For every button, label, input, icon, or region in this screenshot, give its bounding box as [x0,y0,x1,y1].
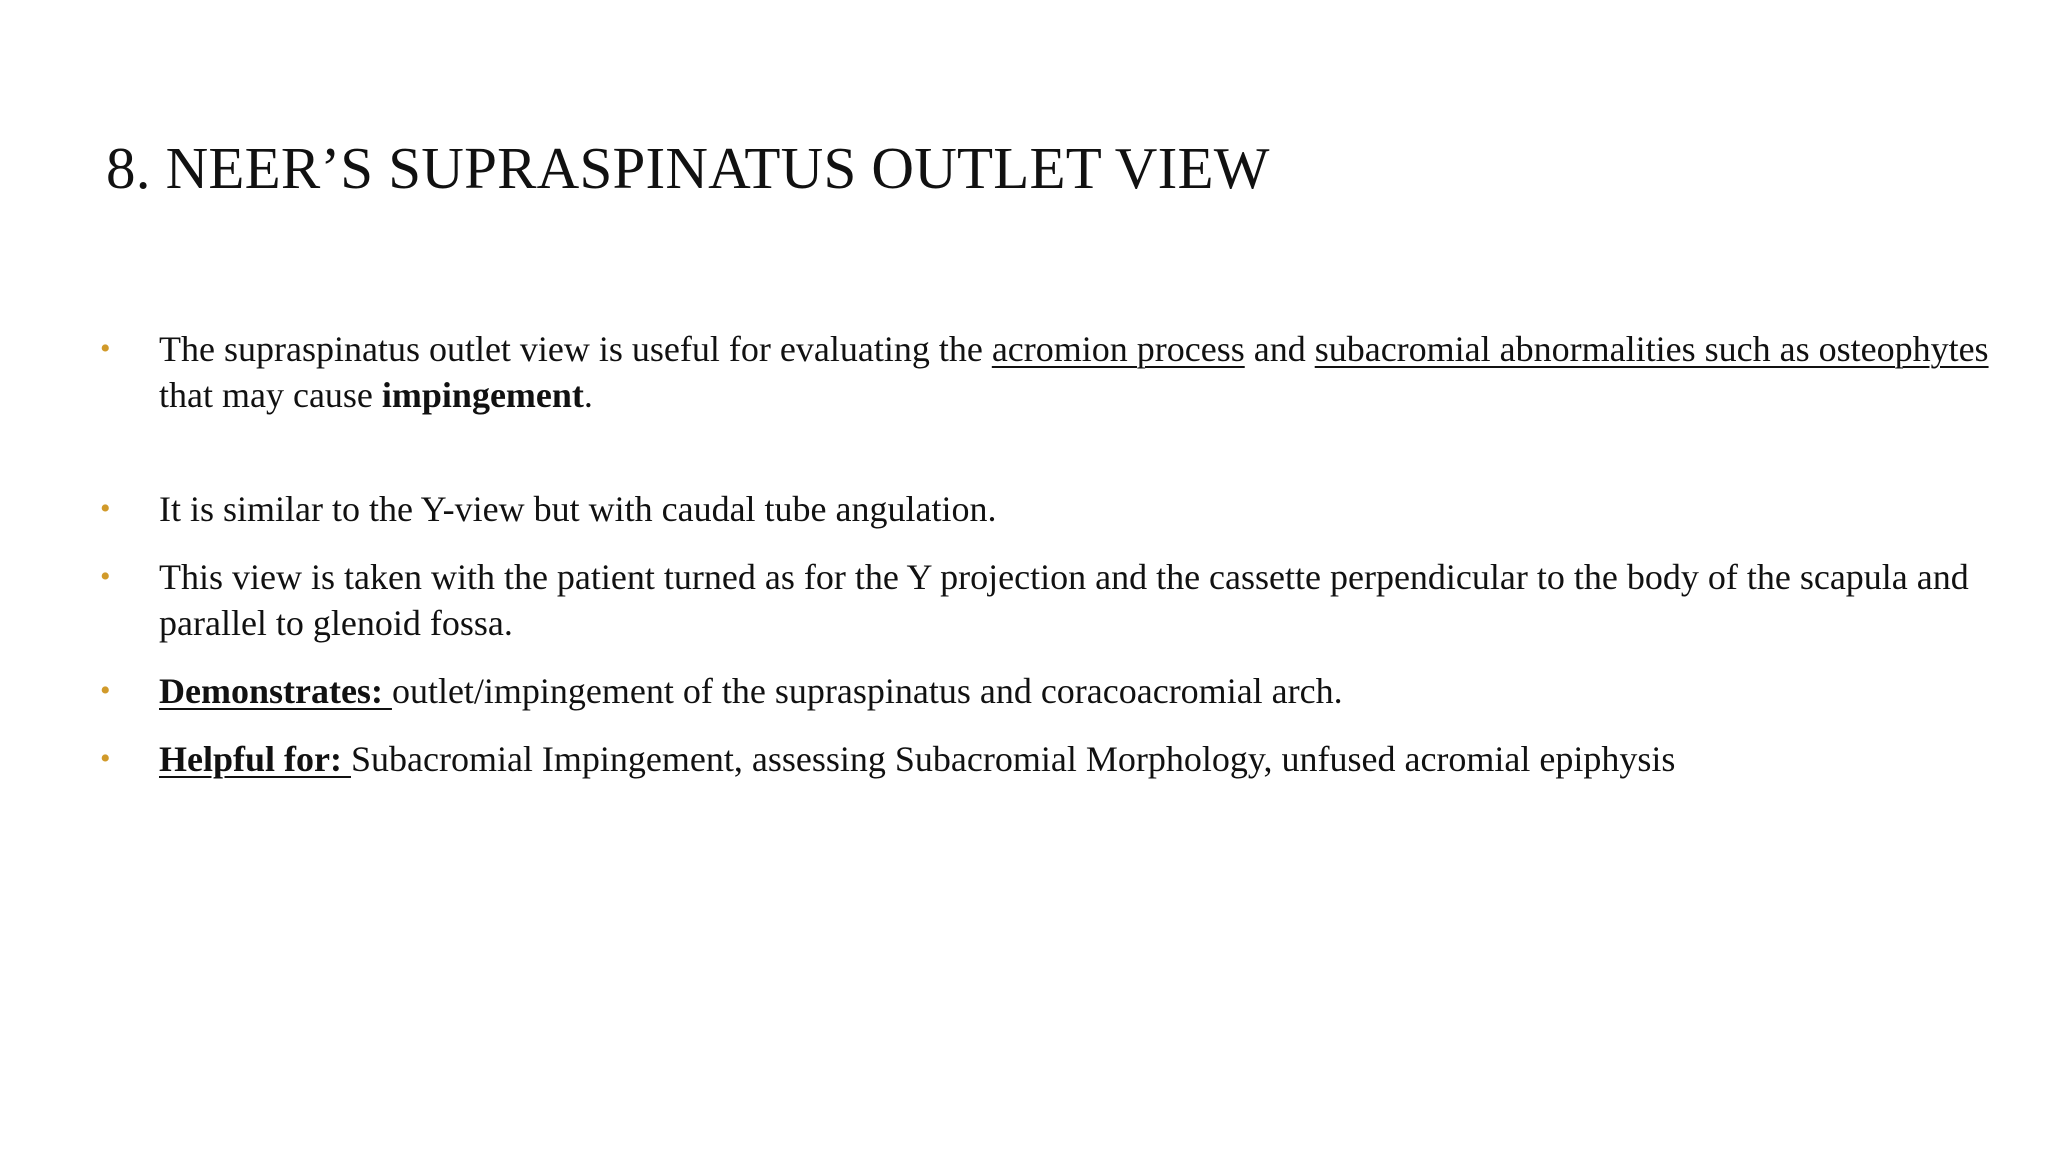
bullet-item-helpful-for [100,736,2000,782]
bullet-item-similarity [100,486,2000,532]
bullet-text: It is similar to the Y-view but with caudal tube angulation. [159,489,997,529]
bullet-text: that may cause [159,375,382,415]
underlined-term-subacromial-abnormalities: subacromial abnormalities such as osteophytes [1314,329,1989,369]
label-helpful-for: Helpful for: [159,739,351,779]
underlined-term-acromion-process: acromion process [991,329,1245,369]
bullet-text: Subacromial Impingement, assessing Subacromial Morphology, unfused acromial epiphysis [350,739,1676,779]
slide-title: 8. NEER’S SUPRASPINATUS OUTLET VIEW [106,135,1270,201]
bullet-item-purpose [100,326,2000,418]
bullet-item-positioning [100,554,2000,646]
bullet-marker: • [100,674,111,707]
bullet-marker: • [100,332,111,365]
bullet-text: outlet/impingement of the supraspinatus and coracoacromial arch. [391,671,1343,711]
bullet-list [100,326,2000,782]
bullet-text: and [1244,329,1315,369]
bullet-text: This view is taken with the patient turned as for the Y projection and the cassette perpendicular to the body of the scapula and parallel to glenoid fossa. [159,557,1969,643]
bold-term-impingement: impingement [381,375,584,415]
bullet-marker: • [100,492,111,525]
bullet-marker: • [100,560,111,593]
label-demonstrates: Demonstrates: [159,671,392,711]
bullet-text: . [583,375,593,415]
bullet-marker: • [100,742,111,775]
bullet-item-demonstrates [100,668,2000,714]
bullet-text: The supraspinatus outlet view is useful for evaluating the [159,329,992,369]
